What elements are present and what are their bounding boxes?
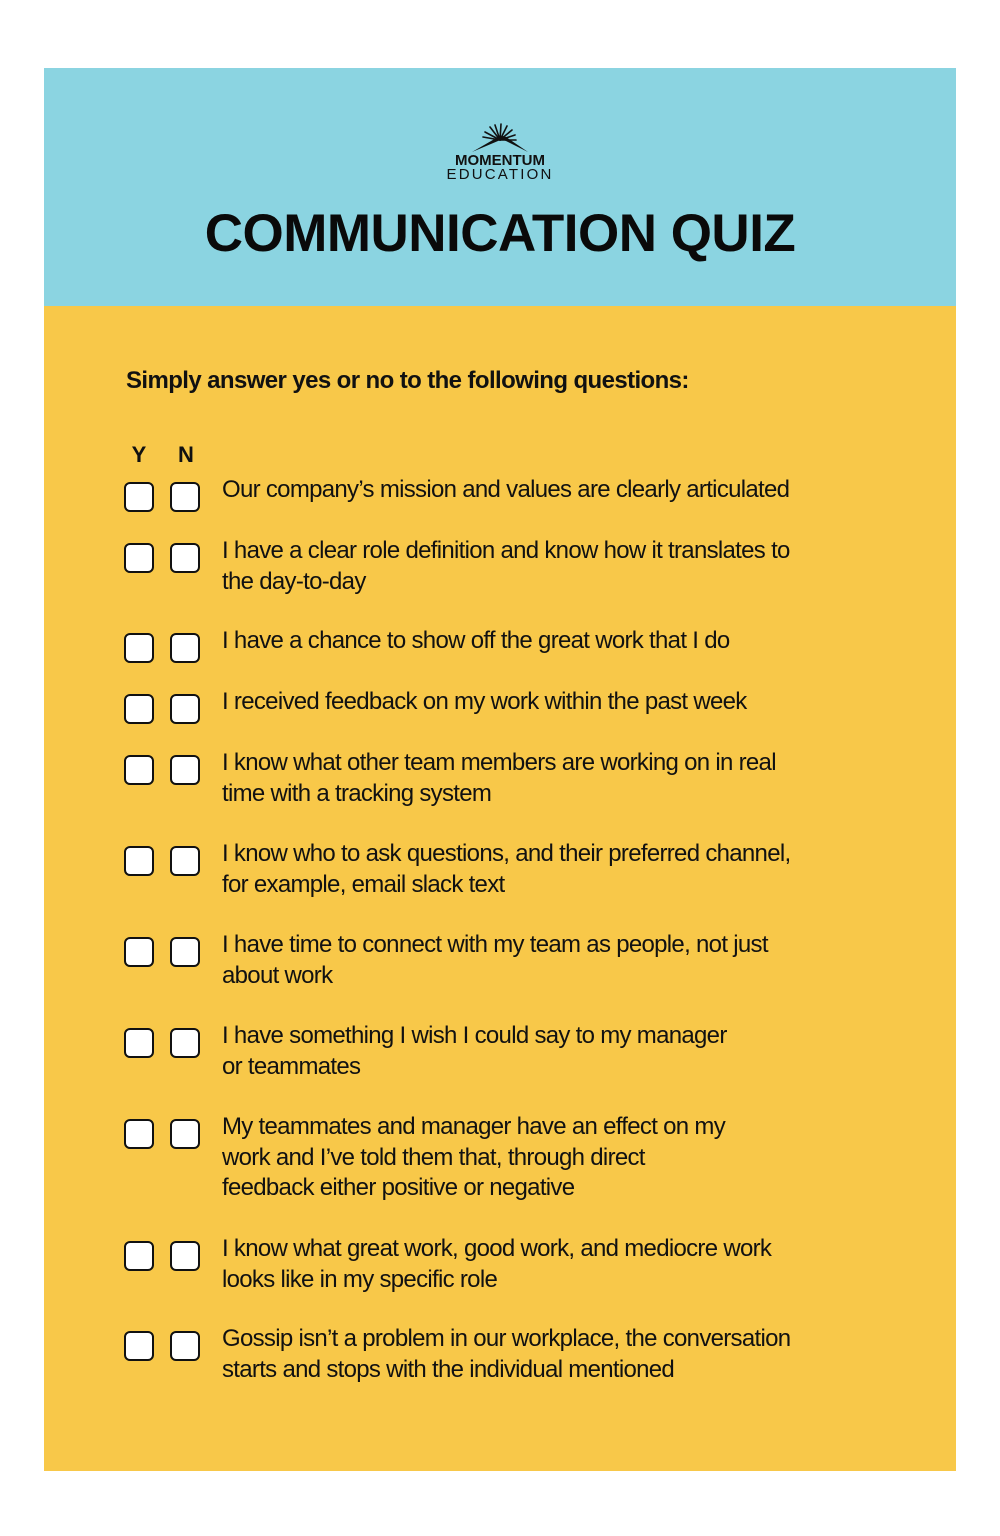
yes-checkbox[interactable]: [124, 1241, 154, 1271]
question-line: time with a tracking system: [222, 779, 492, 807]
yes-column-header: Y: [131, 442, 147, 467]
question-text: [222, 1021, 902, 1082]
question-line: the day-to-day: [222, 567, 366, 595]
question-line: I have something I wish I could say to my manager: [222, 1022, 727, 1049]
question-text: [222, 1234, 902, 1295]
question-line: I have a chance to show off the great work that I do: [222, 627, 730, 654]
question-text: [222, 1324, 902, 1385]
question-line: for example, email slack text: [222, 870, 505, 898]
yes-checkbox[interactable]: [124, 846, 154, 876]
question-line: Gossip isn’t a problem in our workplace, the conversation: [222, 1325, 791, 1352]
question-text: [222, 687, 902, 718]
question-line: feedback either positive or negative: [222, 1174, 575, 1201]
yes-checkbox[interactable]: [124, 1331, 154, 1361]
no-checkbox[interactable]: [170, 543, 200, 573]
sunburst-mountain-logo-icon: [468, 123, 532, 153]
question-text: [222, 839, 902, 900]
no-checkbox[interactable]: [170, 633, 200, 663]
question-line: I have a clear role definition and know how it translates to: [222, 537, 790, 564]
no-checkbox[interactable]: [170, 1331, 200, 1361]
yes-checkbox[interactable]: [124, 543, 154, 573]
no-column-header: N: [178, 442, 194, 467]
page-title: COMMUNICATION QUIZ: [204, 204, 796, 263]
question-text: [222, 930, 902, 991]
question-line: I have time to connect with my team as people, not just: [222, 931, 768, 958]
question-line: I know who to ask questions, and their preferred channel,: [222, 840, 791, 867]
question-text: [222, 1112, 902, 1204]
question-line: I know what other team members are working on in real: [222, 749, 776, 776]
question-line: about work: [222, 961, 333, 989]
question-text: [222, 626, 902, 657]
question-line: My teammates and manager have an effect on my: [222, 1113, 726, 1140]
yes-checkbox[interactable]: [124, 694, 154, 724]
question-line: I received feedback on my work within the past week: [222, 688, 747, 715]
brand-subtitle: EDUCATION: [446, 166, 554, 183]
brand-logo: [44, 123, 956, 182]
no-checkbox[interactable]: [170, 1241, 200, 1271]
no-checkbox[interactable]: [170, 937, 200, 967]
question-line: starts and stops with the individual mentioned: [222, 1355, 675, 1383]
question-line: looks like in my specific role: [222, 1265, 498, 1293]
yes-checkbox[interactable]: [124, 633, 154, 663]
question-line: work and I’ve told them that, through direct: [222, 1143, 645, 1171]
question-line: or teammates: [222, 1052, 361, 1080]
no-checkbox[interactable]: [170, 755, 200, 785]
question-text: [222, 475, 902, 506]
no-checkbox[interactable]: [170, 846, 200, 876]
yes-checkbox[interactable]: [124, 1119, 154, 1149]
no-checkbox[interactable]: [170, 1028, 200, 1058]
no-checkbox[interactable]: [170, 694, 200, 724]
yes-checkbox[interactable]: [124, 482, 154, 512]
no-checkbox[interactable]: [170, 1119, 200, 1149]
no-checkbox[interactable]: [170, 482, 200, 512]
header-banner: [44, 68, 956, 306]
question-text: [222, 748, 902, 809]
question-line: Our company’s mission and values are clearly articulated: [222, 476, 790, 503]
instructions-text: Simply answer yes or no to the following questions:: [126, 367, 689, 394]
quiz-card: [44, 68, 956, 1471]
brand-name: MOMENTUM: [455, 152, 545, 169]
yes-checkbox[interactable]: [124, 937, 154, 967]
yes-checkbox[interactable]: [124, 755, 154, 785]
question-line: I know what great work, good work, and mediocre work: [222, 1235, 772, 1262]
question-text: [222, 536, 902, 597]
yes-checkbox[interactable]: [124, 1028, 154, 1058]
